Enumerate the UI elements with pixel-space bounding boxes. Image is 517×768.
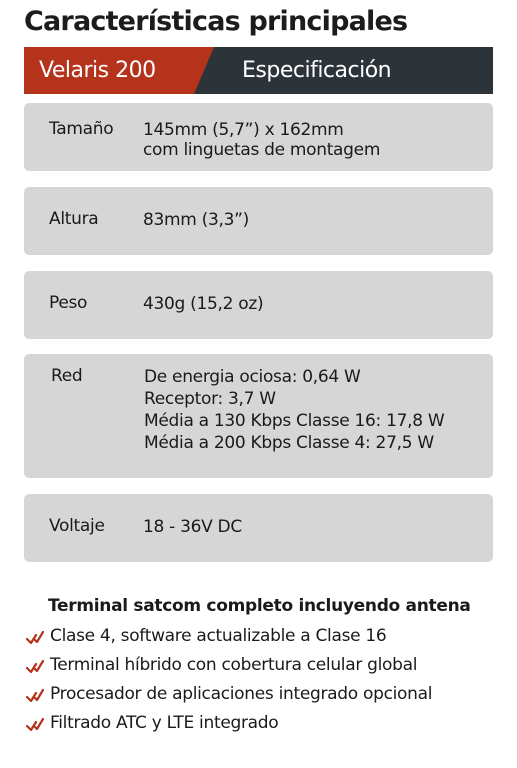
spec-value-height [143, 209, 249, 231]
check-icon [26, 717, 44, 731]
feature-text: Filtrado ATC y LTE integrado [50, 713, 279, 733]
feature-text: Procesador de aplicaciones integrado opcional [50, 684, 433, 704]
spec-row-weight [24, 271, 493, 339]
model-name: Velaris 200 [39, 58, 156, 83]
spec-value-line: 18 - 36V DC [143, 517, 242, 537]
spec-heading: Especificación [242, 58, 392, 83]
spec-value-line: 145mm (5,7”) x 162mm [143, 120, 344, 140]
features-title: Terminal satcom completo incluyendo antena [48, 596, 471, 616]
spec-value-line: Receptor: 3,7 W [144, 389, 276, 409]
spec-value-line: Média a 130 Kbps Classe 16: 17,8 W [144, 411, 445, 431]
spec-value-size [143, 119, 380, 161]
spec-value-line: 83mm (3,3”) [143, 210, 249, 230]
check-icon [26, 630, 44, 644]
page-title: Características principales [24, 6, 408, 37]
spec-row-size [24, 103, 493, 171]
check-icon [26, 659, 44, 673]
spec-header-bar [24, 47, 493, 94]
feature-text: Clase 4, software actualizable a Clase 16 [50, 626, 387, 646]
spec-value-line: De energia ociosa: 0,64 W [144, 367, 361, 387]
spec-label-size: Tamaño [49, 119, 114, 139]
spec-value-line: Média a 200 Kbps Classe 4: 27,5 W [144, 433, 434, 453]
spec-label-weight: Peso [49, 293, 88, 313]
spec-label-height: Altura [49, 209, 99, 229]
spec-label-power: Red [51, 366, 83, 386]
spec-row-height [24, 187, 493, 255]
spec-value-power [144, 366, 444, 454]
check-icon [26, 688, 44, 702]
spec-row-voltage [24, 494, 493, 562]
spec-value-voltage [143, 516, 242, 538]
spec-value-line: com linguetas de montagem [143, 140, 381, 160]
spec-label-voltage: Voltaje [49, 516, 105, 536]
feature-text: Terminal híbrido con cobertura celular global [50, 655, 418, 675]
spec-value-weight [143, 293, 263, 315]
spec-row-power [24, 354, 493, 478]
spec-value-line: 430g (15,2 oz) [143, 294, 264, 314]
